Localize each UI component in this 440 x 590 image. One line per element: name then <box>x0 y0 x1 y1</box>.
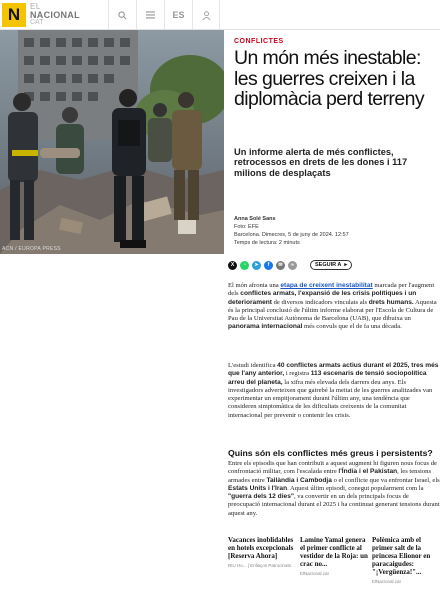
follow-button[interactable] <box>310 260 352 270</box>
user-button[interactable] <box>192 0 220 30</box>
x-icon: X <box>230 262 235 268</box>
user-icon <box>202 11 211 20</box>
author-name[interactable]: Anna Solé Sans <box>234 216 276 222</box>
share-link-button[interactable] <box>288 261 297 270</box>
share-bar <box>228 258 440 272</box>
article-subhead: Un informe alerta de més conflictes, retrocessos en drets de les dones i 117 milions de desplaçats <box>234 147 408 178</box>
logo-line-3: CAT <box>30 18 44 26</box>
logo-line-1: EL <box>30 1 41 11</box>
related-story-source: ElNacional.cat <box>300 571 329 576</box>
share-x-button[interactable] <box>228 261 237 270</box>
search-button[interactable] <box>108 0 136 30</box>
related-story-1[interactable] <box>228 536 296 584</box>
facebook-icon: f <box>267 262 270 268</box>
hero-photo-illustration <box>0 30 224 254</box>
article-subheading: Quins són els conflictes més greus i persistents? <box>228 448 433 458</box>
related-story-title: Lamine Yamal genera el primer conflicte al vestidor de la Roja: un crac no... <box>300 536 368 568</box>
share-facebook-button[interactable] <box>264 261 273 270</box>
related-story-title: Vacances inoblidables en hotels excepcionals [Reserva Ahora] <box>228 536 294 560</box>
share-email-button[interactable] <box>276 261 285 270</box>
search-icon <box>118 11 127 20</box>
related-story-source: RIU Ho... | Enllaços Patrocinats <box>228 563 291 568</box>
follow-google-icon: ▸ <box>344 262 348 268</box>
article-headline: Un món més inestable: les guerres creixen i la diplomàcia perd terreny <box>234 47 424 110</box>
menu-icon <box>146 11 155 19</box>
related-stories <box>228 536 440 584</box>
article-paragraph-3: Entre els episodis que han contribuït a aquest augment hi figuren nous focus de confrontació militar, com l'escalada entre l'Índia i el Pakistan, les tensions armades entre Tailàndia i Cambodja o el conflicte que va enfrontar Israel, els Estats Units i l'Iran. Aquest últim episodi, conegut popularment com la "guerra dels 12 dies", va convertir en un dels principals focus de preocupació internacional durant el 2025 i ha continuat generant tensions durant aquest any. <box>228 460 440 517</box>
article-byline <box>234 215 440 247</box>
photo-source: Foto: EFE <box>234 224 259 230</box>
logo-mark: N <box>2 3 26 27</box>
reading-time: Temps de lectura: 2 minuts <box>234 240 300 246</box>
language-switch[interactable]: ES <box>164 0 192 30</box>
whatsapp-icon: ◔ <box>242 262 247 268</box>
site-logo[interactable] <box>0 0 80 30</box>
dateline: Barcelona. Dimecres, 5 de juny de 2024. 12:57 <box>234 232 349 238</box>
share-telegram-button[interactable] <box>252 261 261 270</box>
related-story-3[interactable] <box>372 536 440 584</box>
email-icon: ✉ <box>278 262 283 268</box>
follow-label: SEGUIR A <box>315 262 342 268</box>
share-whatsapp-button[interactable] <box>240 261 249 270</box>
related-story-2[interactable] <box>300 536 368 584</box>
inline-link[interactable]: etapa de creixent inestabilitat <box>280 282 373 289</box>
article-kicker[interactable]: CONFLICTES <box>234 38 284 45</box>
menu-button[interactable] <box>136 0 164 30</box>
hero-photo <box>0 30 224 254</box>
photo-credit: ACN / EUROPA PRESS <box>2 246 61 252</box>
link-icon: ∞ <box>290 262 295 268</box>
telegram-icon: ➤ <box>254 262 259 268</box>
top-navigation-bar <box>0 0 440 30</box>
related-story-title: Polèmica amb el primer salt de la princesa Elionor en paracaigudes: "¡Vergüenza!"... <box>372 536 431 576</box>
related-story-source: ElNacional.cat <box>372 579 401 584</box>
article-paragraph-1: El món afronta una etapa de creixent inestabilitat marcada per l'augment dels conflictes armats, l'expansió de les crisis polítiques i un deteriorament de diversos indicadors vinculats als drets humans. Aquesta és la principal conclusió de l'últim informe elaborat per l'Escola de Cultura de Pau de la Universitat Autònoma de Barcelona (UAB), que dibuixa un panorama internacional més convuls que el de fa una dècada. <box>228 282 437 331</box>
logo-line-2: NACIONAL <box>30 9 80 20</box>
article-paragraph-2: L'estudi identifica 40 conflictes armats actius durant el 2025, tres més que l'any anterior, i registra 113 escenaris de tensió sociopolítica arreu del planeta, la xifra més elevada dels darrers deu anys. Els investigadors adverteixen que gairebé la meitat de les guerres analitzades van experimentar un empitjorament durant l'últim any, una tendència que consideren simptomàtica de les dificultats creixents de la comunitat internacional per prevenir o contenir les crisis. <box>228 362 439 419</box>
